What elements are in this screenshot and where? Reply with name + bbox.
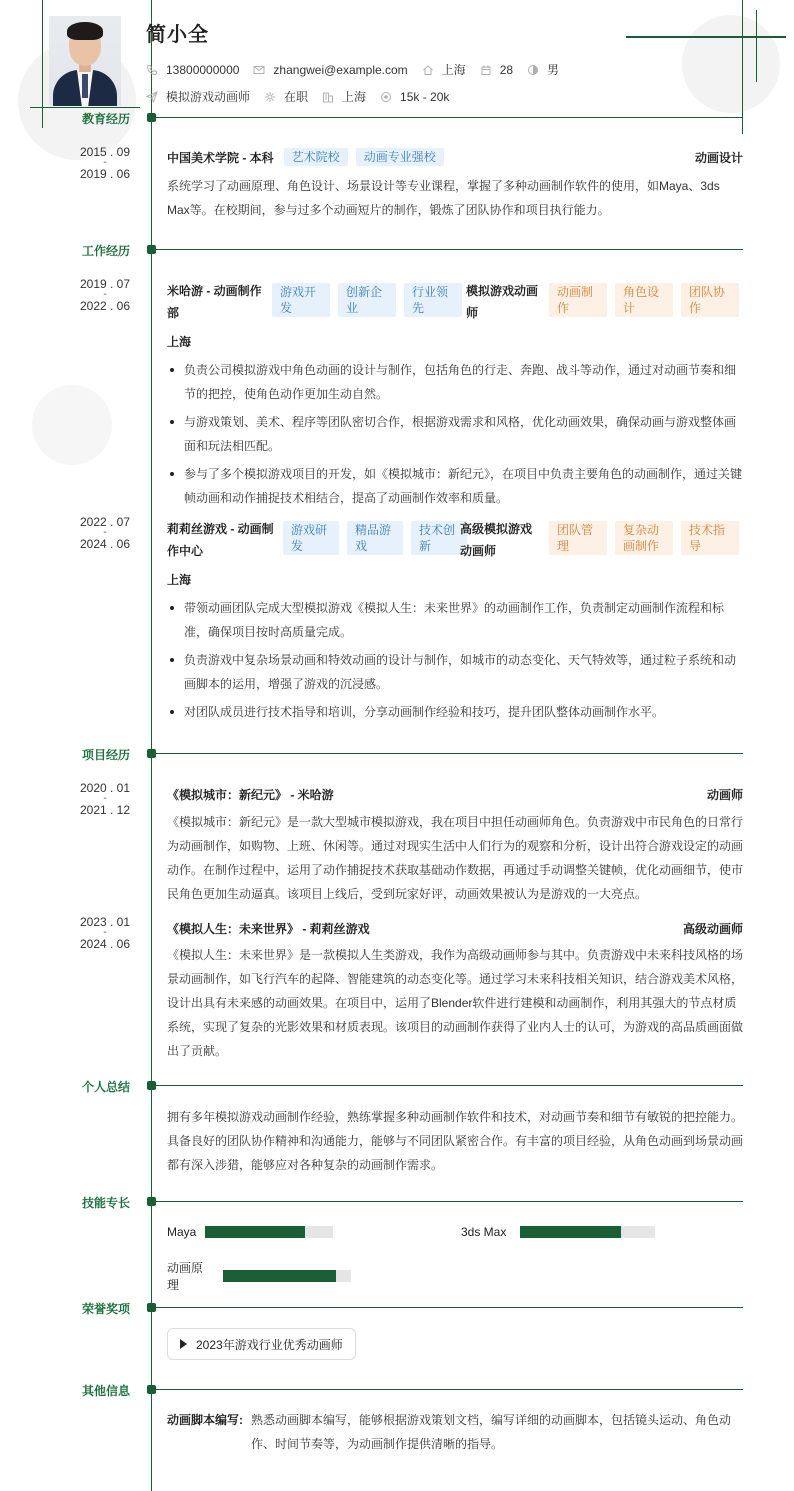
education-date: 2015 . 09 - 2019 . 06	[79, 145, 131, 181]
school-name: 中国美术学院 - 本科	[167, 150, 274, 165]
job-intent-row	[146, 88, 463, 105]
work-date: 2022 . 07 - 2024 . 06	[79, 515, 131, 551]
list-item: 负责公司模拟游戏中角色动画的设计与制作，包括角色的行走、奔跑、战斗等动作，通过对动画节奏和细节的把控，使角色动作更加生动自然。	[167, 358, 743, 406]
home-icon	[422, 64, 434, 76]
other-info-text: 熟悉动画脚本编写，能够根据游戏策划文档，编写详细的动画脚本，包括镜头运动、角色动作、时间节奏等，为动画制作提供清晰的指导。	[251, 1413, 732, 1451]
project-description: 《模拟城市：新纪元》是一款大型城市模拟游戏，我在项目中担任动画师角色。负责游戏中市民角色的日常行为动画制作，如购物、上班、休闲等。通过对现实生活中人们行为的观察和分析，设计出符合游戏设定的动画动作。在制作过程中，运用了动作捕捉技术获取基础动作数据，再通过手动调整关键帧，优化动画细节，使市民角色更加生动逼真。该项目上线后，受到玩家好评，动画效果被认为是游戏的一大亮点。	[167, 815, 744, 901]
skill-3dsmax	[461, 1225, 655, 1239]
decor-circle-mid-left	[32, 385, 112, 465]
section-divider	[156, 117, 743, 118]
other-info-item	[167, 1408, 743, 1456]
work-entry-header	[167, 518, 743, 558]
section-title-awards: 荣誉奖项	[82, 1302, 131, 1316]
project-description: 《模拟人生：未来世界》是一款模拟人生类游戏，我作为高级动画师参与其中。负责游戏中未来科技风格的场景动画制作，如飞行汽车的起降、智能建筑的动态变化等。通过学习未来科技相关知识，结合游戏美术风格，设计出具有未来感的动画效果。在项目中，运用了Blender软件进行建模和动画制作，利用其强大的节点材质系统，实现了复杂的光影效果和材质表现。该项目的动画制作获得了业内人士的认可，为游戏的高品质画面做出了贡献。	[167, 948, 744, 1058]
project-role: 高级动画师	[682, 922, 743, 936]
skill-bar	[520, 1226, 655, 1238]
school-tag: 艺术院校	[284, 148, 348, 166]
phone-text: 13800000000	[166, 62, 240, 77]
award-label: 2023年游戏行业优秀动画师	[196, 1337, 343, 1352]
gear-icon	[264, 91, 276, 103]
location-item	[422, 61, 466, 78]
gender-icon	[527, 64, 539, 76]
status-item	[264, 88, 308, 105]
status-text: 在职	[284, 90, 309, 104]
section-divider	[156, 753, 743, 754]
education-description: 系统学习了动画原理、角色设计、场景设计等专业课程，掌握了多种动画制作软件的使用，如Maya、3ds Max等。在校期间，参与过多个动画短片的制作，锻炼了团队协作和项目执行能力。	[167, 179, 720, 217]
company-tags: 游戏开发 创新企业 行业领先	[272, 283, 462, 317]
company-name: 米哈游 - 动画制作部	[167, 284, 262, 320]
section-marker	[147, 245, 156, 254]
resume-header	[0, 0, 794, 112]
section-marker	[147, 1081, 156, 1090]
target-city-item	[322, 88, 366, 105]
list-item: 负责游戏中复杂场景动画和特效动画的设计与制作，如城市的动态变化、天气特效等，通过粒子系统和动画脚本的运用，增强了游戏的沉浸感。	[167, 648, 743, 696]
target-position-text: 模拟游戏动画师	[166, 90, 251, 104]
skill-name: 动画原理	[167, 1261, 204, 1292]
work-city: 上海	[167, 335, 192, 349]
section-divider	[156, 1201, 743, 1202]
contact-row	[146, 61, 573, 78]
play-triangle-icon	[180, 1339, 187, 1349]
target-city-text: 上海	[342, 90, 367, 104]
section-divider	[156, 249, 743, 250]
school-tag: 动画专业强校	[356, 148, 444, 166]
phone-icon	[146, 64, 158, 76]
section-title-work: 工作经历	[82, 244, 131, 258]
skill-name: Maya	[167, 1225, 197, 1239]
email-item	[253, 63, 407, 77]
work-entry-header	[167, 280, 743, 320]
salary-item	[380, 90, 449, 104]
list-item: 对团队成员进行技术指导和培训，分享动画制作经验和技巧，提升团队整体动画制作水平。	[167, 700, 743, 724]
company-name: 莉莉丝游戏 - 动画制作中心	[167, 522, 274, 558]
position-tags: 动画制作 角色设计 团队协作	[549, 283, 739, 317]
building-icon	[322, 91, 334, 103]
skill-maya	[167, 1225, 333, 1239]
section-divider	[156, 1389, 743, 1390]
section-title-education: 教育经历	[82, 112, 131, 126]
project-date: 2023 . 01 - 2024 . 06	[79, 915, 131, 951]
email-text: zhangwei@example.com	[273, 62, 408, 77]
skill-bar	[223, 1270, 351, 1282]
work-city: 上海	[167, 573, 192, 587]
work-bullets	[167, 358, 743, 514]
age-text: 28	[499, 62, 514, 77]
section-title-skills: 技能专长	[82, 1196, 131, 1210]
education-entry-header	[167, 148, 743, 166]
project-header	[167, 920, 743, 937]
section-divider	[156, 1085, 743, 1086]
list-item: 参与了多个模拟游戏项目的开发，如《模拟城市：新纪元》，在项目中负责主要角色的动画制作，通过关键帧动画和动作捕捉技术相结合，提高了动画制作效率和质量。	[167, 462, 743, 510]
company-tags: 游戏研发 精品游戏 技术创新	[283, 521, 467, 555]
list-item: 与游戏策划、美术、程序等团队密切合作，根据游戏需求和风格，优化动画效果，确保动画与游戏整体画面和玩法相匹配。	[167, 410, 743, 458]
section-divider	[156, 1307, 743, 1308]
timeline-line	[151, 0, 152, 1491]
age-item	[480, 63, 513, 77]
project-date: 2020 . 01 - 2021 . 12	[79, 781, 131, 817]
candidate-name: 简小全	[146, 24, 209, 46]
section-marker	[147, 1303, 156, 1312]
project-header	[167, 786, 743, 803]
award-item[interactable]	[167, 1328, 356, 1360]
work-bullets	[167, 596, 743, 728]
calendar-icon	[480, 64, 492, 76]
phone-item	[146, 63, 239, 77]
work-date: 2019 . 07 - 2022 . 06	[79, 277, 131, 313]
section-marker	[147, 749, 156, 758]
list-item: 带领动画团队完成大型模拟游戏《模拟人生：未来世界》的动画制作工作，负责制定动画制作流程和标准，确保项目按时高质量完成。	[167, 596, 743, 644]
section-marker	[147, 1385, 156, 1394]
major: 动画设计	[694, 150, 743, 165]
gender-item	[527, 61, 559, 78]
skill-bar	[205, 1226, 333, 1238]
project-title: 《模拟城市：新纪元》 - 米哈游	[167, 788, 334, 802]
avatar	[49, 16, 121, 106]
section-title-other: 其他信息	[82, 1384, 131, 1398]
salary-text: 15k - 20k	[400, 89, 450, 104]
location-text: 上海	[441, 63, 466, 77]
position-tags: 团队管理 复杂动画制作 技术指导	[549, 521, 739, 555]
project-title: 《模拟人生：未来世界》 - 莉莉丝游戏	[167, 922, 370, 936]
section-title-summary: 个人总结	[82, 1080, 131, 1094]
position-title: 高级模拟游戏动画师	[460, 522, 533, 558]
gender-text: 男	[547, 63, 560, 77]
other-info-label: 动画脚本编写:	[167, 1413, 243, 1427]
send-icon	[146, 91, 158, 103]
skill-name: 3ds Max	[461, 1225, 507, 1239]
project-role: 动画师	[706, 788, 743, 802]
email-icon	[253, 64, 265, 76]
section-marker	[147, 113, 156, 122]
target-position-item	[146, 88, 250, 105]
section-title-projects: 项目经历	[82, 748, 131, 762]
summary-text: 拥有多年模拟游戏动画制作经验，熟练掌握多种动画制作软件和技术，对动画节奏和细节有敏锐的把控能力。具备良好的团队协作精神和沟通能力，能够与不同团队紧密合作。有丰富的项目经验，从角色动画到场景动画都有深入涉猎，能够应对各种复杂的动画制作需求。	[167, 1110, 744, 1172]
skill-animation-principles	[167, 1259, 351, 1293]
section-marker	[147, 1197, 156, 1206]
position-title: 模拟游戏动画师	[466, 284, 539, 320]
salary-icon	[380, 91, 392, 103]
